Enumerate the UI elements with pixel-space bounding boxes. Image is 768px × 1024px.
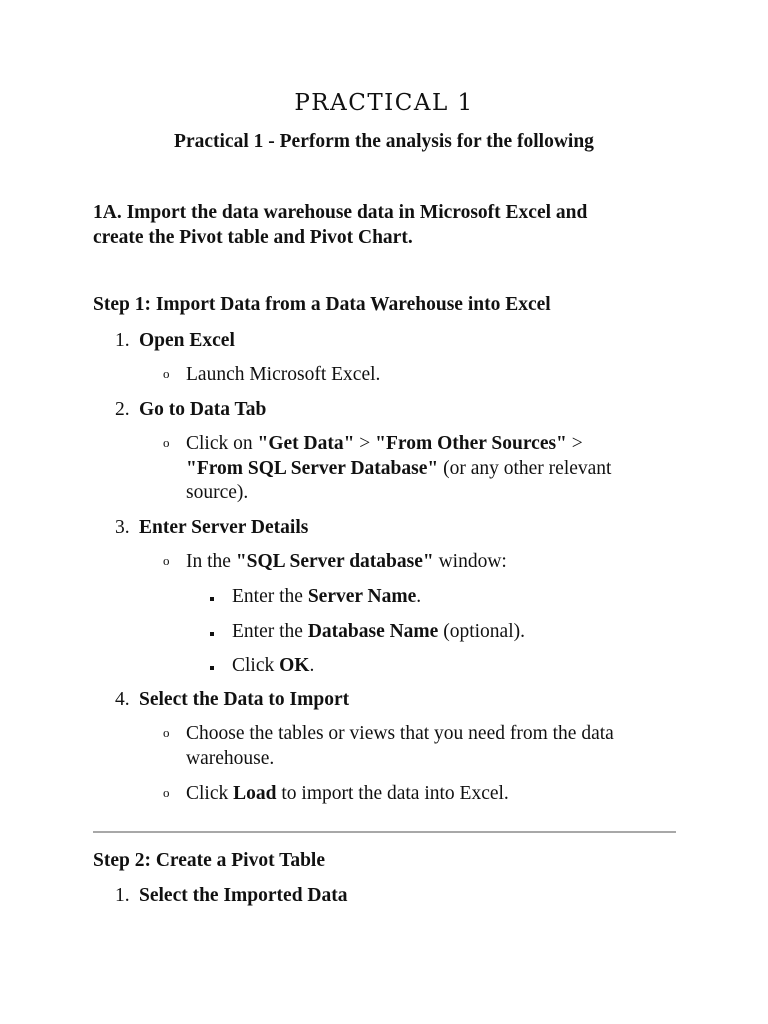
step1-item4-bullet1-line2: warehouse. [186, 748, 275, 769]
text-run-bold: Load [233, 783, 277, 804]
step1-item2-bullet-line3: source). [186, 482, 249, 503]
square-bullet-icon [210, 597, 214, 601]
page-title: PRACTICAL 1 [294, 90, 474, 116]
text-run: . [309, 655, 315, 676]
step1-heading: Step 1: Import Data from a Data Warehouse into Excel [93, 294, 551, 315]
step1-item3-sub1 [232, 584, 421, 609]
text-run: In the [186, 551, 236, 572]
page-subtitle: Practical 1 - Perform the analysis for the following [174, 131, 594, 152]
text-run-bold: "From SQL Server Database" [186, 458, 439, 479]
square-bullet-icon [210, 632, 214, 636]
text-run: Click on [186, 433, 258, 454]
step2-item1-number: 1. [115, 885, 130, 906]
step1-item4-bullet2 [186, 781, 509, 806]
step1-item2-number: 2. [115, 399, 130, 420]
step1-item3-sub3 [232, 653, 314, 678]
text-run: > [354, 433, 376, 454]
section-1a-line2: create the Pivot table and Pivot Chart. [93, 227, 413, 248]
square-bullet-icon [210, 666, 214, 670]
step1-item2-bullet-line2 [186, 456, 611, 481]
circle-bullet-icon: o [163, 725, 170, 740]
text-run-bold: OK [279, 655, 310, 676]
text-run: (optional). [438, 621, 525, 642]
circle-bullet-icon: o [163, 435, 170, 450]
step1-item2-bullet-line1 [186, 431, 583, 456]
text-run: . [416, 586, 422, 607]
step1-item3-bullet [186, 549, 507, 574]
step1-item1-label: Open Excel [139, 330, 235, 351]
text-run: window: [433, 551, 507, 572]
step1-item1-number: 1. [115, 330, 130, 351]
step2-heading: Step 2: Create a Pivot Table [93, 850, 326, 871]
step1-item4-label: Select the Data to Import [139, 689, 350, 710]
text-run: Click [186, 783, 234, 804]
step1-item3-label: Enter Server Details [139, 517, 309, 538]
step1-item3-number: 3. [115, 517, 130, 538]
text-run-bold: "Get Data" [257, 433, 355, 454]
text-run-bold: Database Name [307, 621, 439, 642]
text-run: Enter the [232, 621, 308, 642]
text-run-bold: "SQL Server database" [235, 551, 434, 572]
circle-bullet-icon: o [163, 785, 170, 800]
section-1a-line1: 1A. Import the data warehouse data in Microsoft Excel and [93, 202, 588, 223]
text-run-bold: Server Name [307, 586, 417, 607]
step1-item2-label: Go to Data Tab [139, 399, 267, 420]
step1-item4-number: 4. [115, 689, 130, 710]
circle-bullet-icon: o [163, 366, 170, 381]
text-run: to import the data into Excel. [276, 783, 509, 804]
step2-item1-label: Select the Imported Data [139, 885, 348, 906]
step1-item3-sub2 [232, 619, 525, 644]
text-run: > [566, 433, 583, 454]
text-run: Enter the [232, 586, 308, 607]
text-run: (or any other relevant [438, 458, 612, 479]
step1-item1-bullet1: Launch Microsoft Excel. [186, 364, 381, 385]
circle-bullet-icon: o [163, 553, 170, 568]
horizontal-divider [93, 831, 676, 833]
step1-item4-bullet1-line1: Choose the tables or views that you need from the data [186, 723, 614, 744]
text-run-bold: "From Other Sources" [375, 433, 567, 454]
text-run: Click [232, 655, 280, 676]
